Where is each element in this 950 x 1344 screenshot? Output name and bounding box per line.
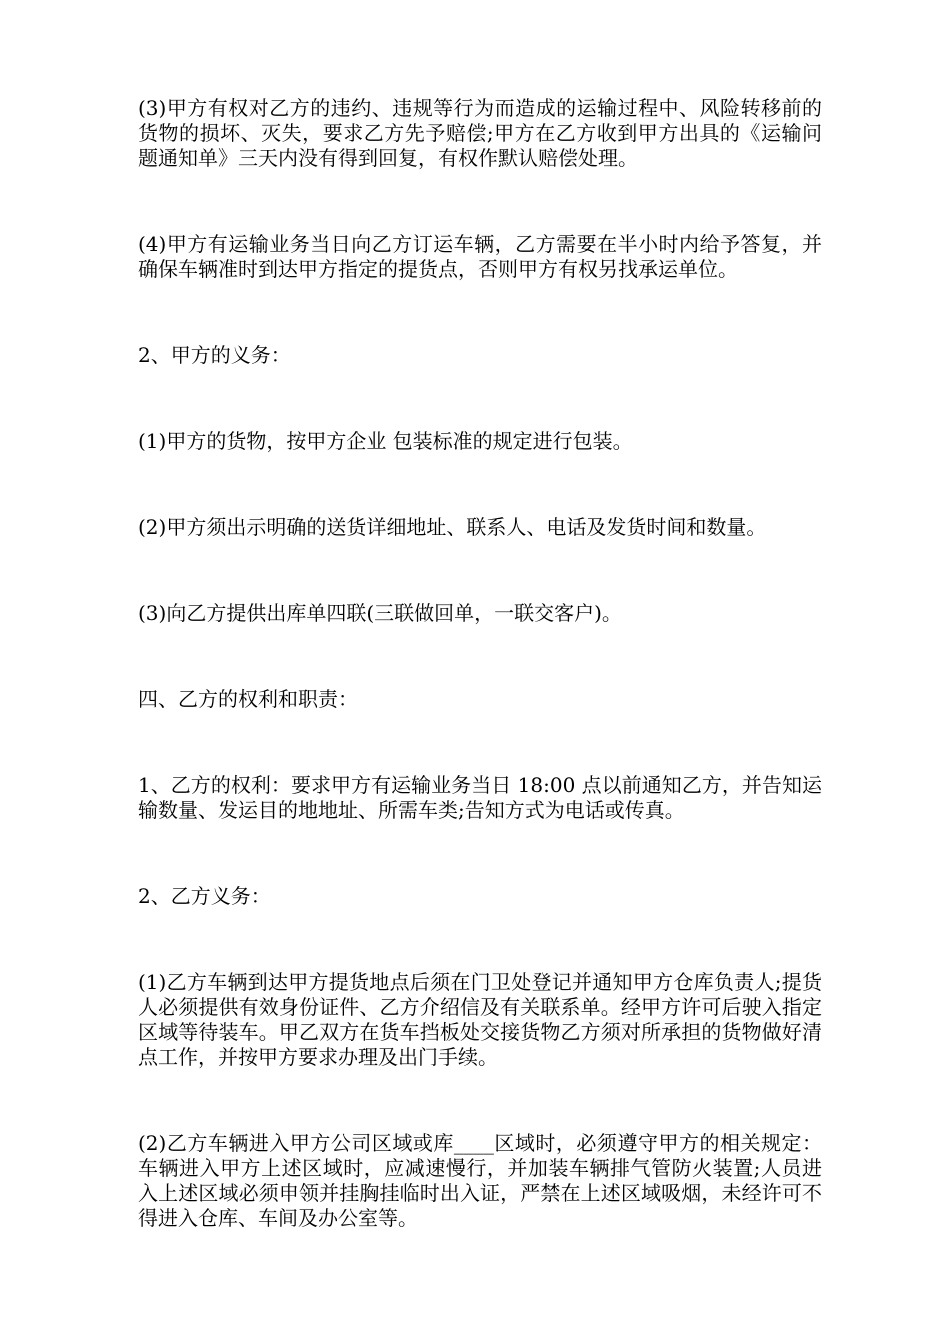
heading-party-b-obligations: 2、乙方义务：	[138, 884, 271, 908]
paragraph-gap	[138, 454, 822, 515]
paragraph-gap	[138, 368, 822, 429]
paragraph-gap	[138, 1070, 822, 1131]
paragraph-party-b-rights: 1、乙方的权利：要求甲方有运输业务当日 18:00 点以前通知乙方，并告知运输数量、发运目的地地址、所需车类;告知方式为电话或传真。	[138, 773, 822, 822]
paragraph-gap	[138, 626, 822, 687]
paragraph-gap	[138, 909, 822, 970]
heading-party-a-obligations: 2、甲方的义务：	[138, 343, 291, 367]
paragraph-party-a-obligation-1: (1)甲方的货物，按甲方企业 包装标准的规定进行包装。	[138, 429, 633, 453]
paragraph-party-a-right-3: (3)甲方有权对乙方的违约、违规等行为而造成的运输过程中、风险转移前的货物的损坏、灭失，要求乙方先予赔偿;甲方在乙方收到甲方出具的《运输问题通知单》三天内没有得到回复，有权作默认赔偿处理。	[138, 96, 822, 170]
paragraph-gap	[138, 540, 822, 601]
paragraph-party-a-obligation-2: (2)甲方须出示明确的送货详细地址、联系人、电话及发货时间和数量。	[138, 515, 767, 539]
paragraph-gap	[138, 823, 822, 884]
paragraph-party-a-obligation-3: (3)向乙方提供出库单四联(三联做回单，一联交客户)。	[138, 601, 622, 625]
paragraph-gap	[138, 282, 822, 343]
paragraph-party-a-right-4: (4)甲方有运输业务当日向乙方订运车辆，乙方需要在半小时内给予答复，并确保车辆准时到达甲方指定的提货点，否则甲方有权另找承运单位。	[138, 232, 822, 281]
paragraph-gap	[138, 171, 822, 232]
paragraph-party-b-obligation-2: (2)乙方车辆进入甲方公司区域或库____区域时，必须遵守甲方的相关规定：车辆进入甲方上述区域时，应减速慢行，并加装车辆排气管防火装置;人员进入上述区域必须申领并挂胸挂临时出入证，严禁在上述区域吸烟，未经许可不得进入仓库、车间及办公室等。	[138, 1131, 822, 1230]
paragraph-party-b-obligation-1: (1)乙方车辆到达甲方提货地点后须在门卫处登记并通知甲方仓库负责人;提货人必须提供有效身份证件、乙方介绍信及有关联系单。经甲方许可后驶入指定区域等待装车。甲乙双方在货车挡板处交接货物乙方须对所承担的货物做好清点工作，并按甲方要求办理及出门手续。	[138, 970, 822, 1069]
document-page	[138, 96, 822, 1231]
heading-section-four: 四、乙方的权利和职责：	[138, 687, 358, 711]
paragraph-gap	[138, 712, 822, 773]
